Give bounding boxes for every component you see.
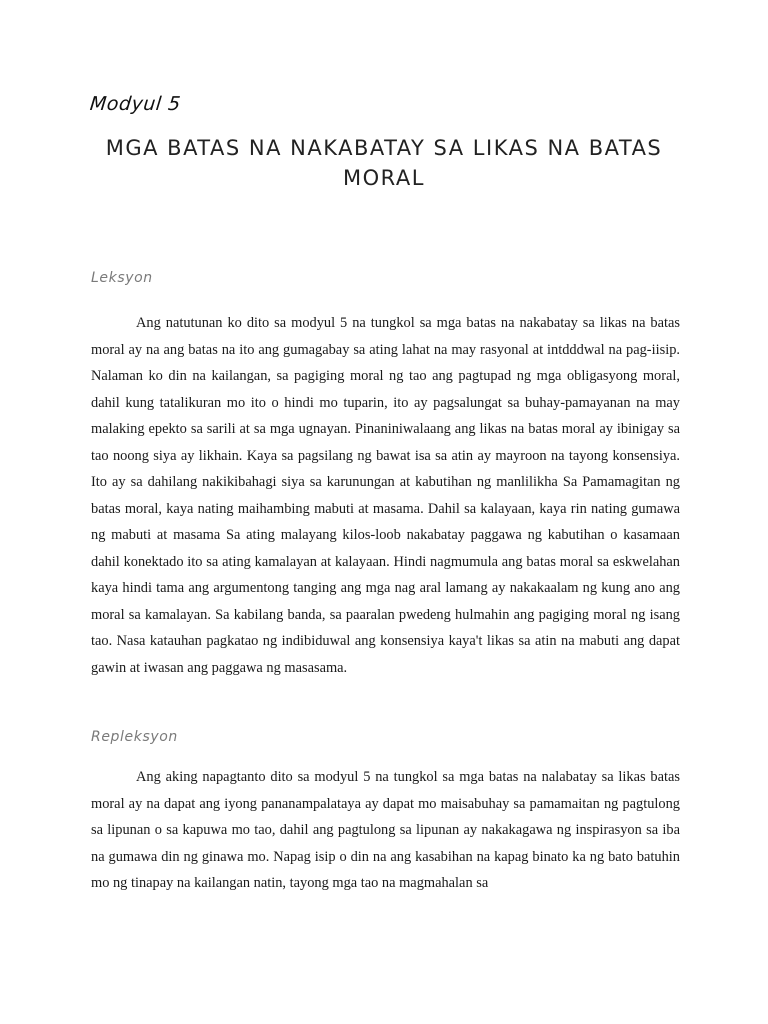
module-label: Modyul 5 — [88, 93, 182, 115]
repleksyon-paragraph: Ang aking napagtanto dito sa modyul 5 na tungkol sa mga batas na nalabatay sa likas batas moral ay na dapat ang iyong pananampalataya ay dapat mo maisabuhay sa pamamaitan ng pagtulong sa lipunan o sa kapuwa mo tao, dahil ang pagtulong sa lipunan ay nakakagawa ng inspirasyon sa iba na gumawa din ng ginawa mo. Napag isip o din na ang kasabihan na kapag binato ka ng bato batuhin mo ng tinapay na kailangan natin, tayong mga tao na magmahalan sa — [91, 769, 680, 891]
section-heading-repleksyon: Repleksyon — [91, 729, 178, 745]
page-title: MGA BATAS NA NAKABATAY SA LIKAS NA BATAS MORAL — [105, 136, 663, 190]
section-heading-leksyon: Leksyon — [91, 270, 153, 286]
leksyon-paragraph: Ang natutunan ko dito sa modyul 5 na tungkol sa mga batas na nakabatay sa likas na batas moral ay na ang batas na ito ang gumagabay sa ating lahat na may rasyonal at intdddwal na pag-iisip. Nalaman ko din na kailangan, sa pagiging moral ng tao ang pagtupad ng mga obligasyong moral, dahil kung tatalikuran mo ito o hindi mo tuparin, ito ay pagsalungat sa buhay-pamayanan na may malaking epekto sa sarili at sa mga ugnayan. Pinaniniwalaang ang likas na batas moral ay ibinigay sa tao noong siya ay likhain. Kaya sa pagsilang ng bawat isa sa atin ay mayroon na tayong konsensiya. Ito ay sa dahilang nakikibahagi siya sa karunungan at kabutihan ng manlilikha Sa Pamamagitan ng batas moral, kaya nating maihambing mabuti at masama. Dahil sa kalayaan, kaya rin nating gumawa ng mabuti at masama Sa ating malayang kilos-loob nakabatay paggawa ng kabutihan o kasamaan dahil konektado ito sa ating kamalayan at kalayaan. Hindi nagmumula ang batas moral sa eskwelahan kaya hindi tama ang argumentong tanging ang mga nag aral lamang ay nakakaalam ng kung ano ang moral sa kamalayan. Sa kabilang banda, sa paaralan pwedeng hulmahin ang pagiging moral ng isang tao. Nasa katauhan pagkatao ng indibiduwal ang konsensiya kaya't likas sa atin na mabuti ang dapat gawin at iwasan ang paggawa ng masasama. — [91, 315, 680, 676]
